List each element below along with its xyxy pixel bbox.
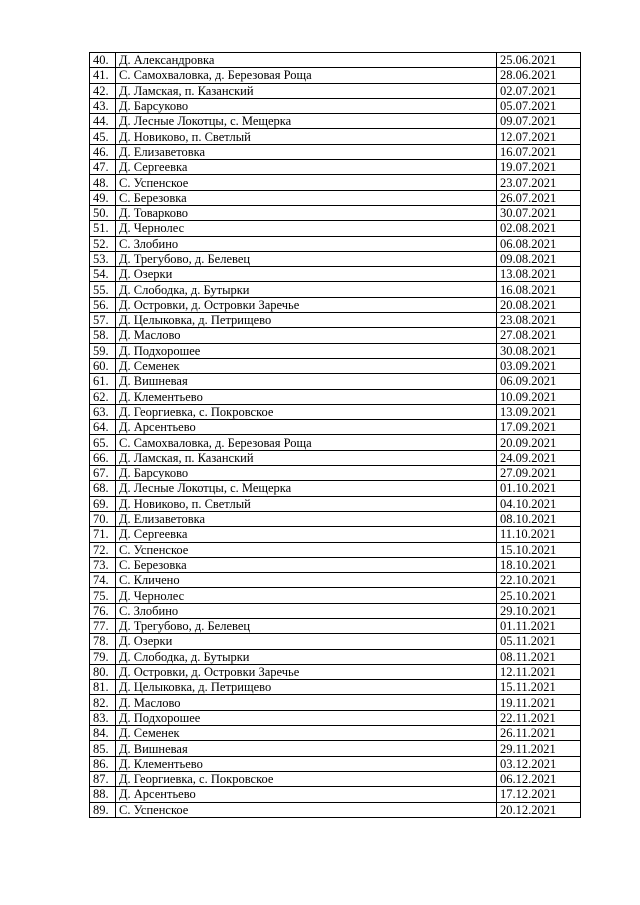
settlement-name: Д. Барсуково [116, 466, 497, 481]
row-number: 44. [90, 114, 116, 129]
table-row [90, 160, 581, 175]
table-row [90, 573, 581, 588]
settlement-name: Д. Слободка, д. Бутырки [116, 282, 497, 297]
visit-date: 13.09.2021 [497, 404, 581, 419]
row-number: 86. [90, 756, 116, 771]
row-number: 67. [90, 466, 116, 481]
table-row [90, 236, 581, 251]
table-row [90, 221, 581, 236]
row-number: 59. [90, 343, 116, 358]
visit-date: 13.08.2021 [497, 267, 581, 282]
settlement-name: Д. Елизаветовка [116, 144, 497, 159]
visit-date: 04.10.2021 [497, 496, 581, 511]
table-row [90, 771, 581, 786]
table-row [90, 404, 581, 419]
table-row [90, 634, 581, 649]
settlement-name: Д. Островки, д. Островки Заречье [116, 664, 497, 679]
table-row [90, 741, 581, 756]
settlement-name: Д. Семенек [116, 726, 497, 741]
visit-date: 03.12.2021 [497, 756, 581, 771]
row-number: 50. [90, 205, 116, 220]
settlement-name: С. Кличено [116, 573, 497, 588]
table-row [90, 389, 581, 404]
settlement-name: Д. Вишневая [116, 374, 497, 389]
visit-date: 17.12.2021 [497, 787, 581, 802]
row-number: 57. [90, 313, 116, 328]
row-number: 88. [90, 787, 116, 802]
visit-date: 12.07.2021 [497, 129, 581, 144]
table-row [90, 175, 581, 190]
visit-date: 25.10.2021 [497, 588, 581, 603]
table-row [90, 83, 581, 98]
visit-date: 12.11.2021 [497, 664, 581, 679]
row-number: 43. [90, 98, 116, 113]
settlement-name: С. Успенское [116, 542, 497, 557]
row-number: 87. [90, 771, 116, 786]
table-row [90, 680, 581, 695]
table-row [90, 205, 581, 220]
schedule-table [89, 52, 581, 818]
table-row [90, 129, 581, 144]
table-row [90, 542, 581, 557]
visit-date: 27.09.2021 [497, 466, 581, 481]
settlement-name: Д. Вишневая [116, 741, 497, 756]
settlement-name: Д. Арсентьево [116, 787, 497, 802]
row-number: 72. [90, 542, 116, 557]
row-number: 65. [90, 435, 116, 450]
settlement-name: Д. Лесные Локотцы, с. Мещерка [116, 114, 497, 129]
row-number: 54. [90, 267, 116, 282]
row-number: 53. [90, 251, 116, 266]
settlement-name: С. Самохваловка, д. Березовая Роща [116, 68, 497, 83]
visit-date: 22.10.2021 [497, 573, 581, 588]
settlement-name: С. Злобино [116, 236, 497, 251]
row-number: 62. [90, 389, 116, 404]
table-row [90, 664, 581, 679]
settlement-name: С. Успенское [116, 802, 497, 817]
settlement-name: Д. Слободка, д. Бутырки [116, 649, 497, 664]
visit-date: 17.09.2021 [497, 420, 581, 435]
visit-date: 05.07.2021 [497, 98, 581, 113]
settlement-name: Д. Товарково [116, 205, 497, 220]
row-number: 71. [90, 527, 116, 542]
visit-date: 06.08.2021 [497, 236, 581, 251]
table-row [90, 466, 581, 481]
visit-date: 23.08.2021 [497, 313, 581, 328]
visit-date: 20.08.2021 [497, 297, 581, 312]
visit-date: 10.09.2021 [497, 389, 581, 404]
visit-date: 11.10.2021 [497, 527, 581, 542]
settlement-name: Д. Новиково, п. Светлый [116, 129, 497, 144]
row-number: 55. [90, 282, 116, 297]
table-row [90, 374, 581, 389]
row-number: 69. [90, 496, 116, 511]
settlement-name: Д. Георгиевка, с. Покровское [116, 404, 497, 419]
row-number: 46. [90, 144, 116, 159]
table-row [90, 267, 581, 282]
table-row [90, 144, 581, 159]
table-row [90, 114, 581, 129]
settlement-name: С. Успенское [116, 175, 497, 190]
table-row [90, 53, 581, 68]
table-row [90, 588, 581, 603]
table-row [90, 527, 581, 542]
settlement-name: Д. Островки, д. Островки Заречье [116, 297, 497, 312]
settlement-name: Д. Клементьево [116, 389, 497, 404]
table-row [90, 695, 581, 710]
row-number: 41. [90, 68, 116, 83]
row-number: 51. [90, 221, 116, 236]
settlement-name: Д. Маслово [116, 328, 497, 343]
row-number: 47. [90, 160, 116, 175]
settlement-name: Д. Сергеевка [116, 527, 497, 542]
settlement-name: Д. Новиково, п. Светлый [116, 496, 497, 511]
row-number: 89. [90, 802, 116, 817]
row-number: 40. [90, 53, 116, 68]
visit-date: 29.10.2021 [497, 603, 581, 618]
row-number: 77. [90, 618, 116, 633]
row-number: 60. [90, 358, 116, 373]
visit-date: 08.10.2021 [497, 511, 581, 526]
settlement-name: С. Березовка [116, 190, 497, 205]
visit-date: 02.08.2021 [497, 221, 581, 236]
visit-date: 30.08.2021 [497, 343, 581, 358]
settlement-name: Д. Чернолес [116, 221, 497, 236]
visit-date: 26.07.2021 [497, 190, 581, 205]
row-number: 52. [90, 236, 116, 251]
settlement-name: Д. Александровка [116, 53, 497, 68]
table-row [90, 726, 581, 741]
settlement-name: Д. Озерки [116, 267, 497, 282]
row-number: 83. [90, 710, 116, 725]
table-row [90, 343, 581, 358]
row-number: 42. [90, 83, 116, 98]
row-number: 63. [90, 404, 116, 419]
visit-date: 09.07.2021 [497, 114, 581, 129]
settlement-name: Д. Барсуково [116, 98, 497, 113]
settlement-name: Д. Трегубово, д. Белевец [116, 251, 497, 266]
row-number: 84. [90, 726, 116, 741]
settlement-name: Д. Арсентьево [116, 420, 497, 435]
settlement-name: Д. Подхорошее [116, 710, 497, 725]
settlement-name: Д. Ламская, п. Казанский [116, 83, 497, 98]
visit-date: 01.11.2021 [497, 618, 581, 633]
row-number: 56. [90, 297, 116, 312]
row-number: 61. [90, 374, 116, 389]
row-number: 66. [90, 450, 116, 465]
table-row [90, 496, 581, 511]
schedule-table-body [90, 53, 581, 818]
table-row [90, 756, 581, 771]
row-number: 80. [90, 664, 116, 679]
row-number: 85. [90, 741, 116, 756]
table-row [90, 420, 581, 435]
row-number: 48. [90, 175, 116, 190]
row-number: 73. [90, 557, 116, 572]
visit-date: 22.11.2021 [497, 710, 581, 725]
visit-date: 23.07.2021 [497, 175, 581, 190]
settlement-name: Д. Лесные Локотцы, с. Мещерка [116, 481, 497, 496]
settlement-name: С. Злобино [116, 603, 497, 618]
settlement-name: Д. Целыковка, д. Петрищево [116, 313, 497, 328]
settlement-name: Д. Семенек [116, 358, 497, 373]
row-number: 78. [90, 634, 116, 649]
visit-date: 24.09.2021 [497, 450, 581, 465]
settlement-name: Д. Сергеевка [116, 160, 497, 175]
row-number: 79. [90, 649, 116, 664]
visit-date: 15.11.2021 [497, 680, 581, 695]
settlement-name: Д. Целыковка, д. Петрищево [116, 680, 497, 695]
table-row [90, 435, 581, 450]
table-row [90, 557, 581, 572]
row-number: 64. [90, 420, 116, 435]
table-row [90, 511, 581, 526]
row-number: 75. [90, 588, 116, 603]
table-row [90, 710, 581, 725]
visit-date: 16.07.2021 [497, 144, 581, 159]
visit-date: 28.06.2021 [497, 68, 581, 83]
row-number: 68. [90, 481, 116, 496]
visit-date: 02.07.2021 [497, 83, 581, 98]
settlement-name: Д. Подхорошее [116, 343, 497, 358]
table-row [90, 190, 581, 205]
table-row [90, 481, 581, 496]
row-number: 70. [90, 511, 116, 526]
table-row [90, 98, 581, 113]
table-row [90, 649, 581, 664]
settlement-name: Д. Маслово [116, 695, 497, 710]
table-row [90, 603, 581, 618]
visit-date: 05.11.2021 [497, 634, 581, 649]
table-row [90, 313, 581, 328]
settlement-name: Д. Георгиевка, с. Покровское [116, 771, 497, 786]
table-row [90, 328, 581, 343]
row-number: 58. [90, 328, 116, 343]
visit-date: 18.10.2021 [497, 557, 581, 572]
settlement-name: С. Самохваловка, д. Березовая Роща [116, 435, 497, 450]
visit-date: 19.11.2021 [497, 695, 581, 710]
table-row [90, 358, 581, 373]
visit-date: 16.08.2021 [497, 282, 581, 297]
settlement-name: Д. Трегубово, д. Белевец [116, 618, 497, 633]
visit-date: 15.10.2021 [497, 542, 581, 557]
visit-date: 27.08.2021 [497, 328, 581, 343]
visit-date: 08.11.2021 [497, 649, 581, 664]
visit-date: 20.12.2021 [497, 802, 581, 817]
settlement-name: С. Березовка [116, 557, 497, 572]
visit-date: 30.07.2021 [497, 205, 581, 220]
visit-date: 06.09.2021 [497, 374, 581, 389]
settlement-name: Д. Елизаветовка [116, 511, 497, 526]
visit-date: 26.11.2021 [497, 726, 581, 741]
table-row [90, 68, 581, 83]
settlement-name: Д. Ламская, п. Казанский [116, 450, 497, 465]
settlement-name: Д. Клементьево [116, 756, 497, 771]
row-number: 74. [90, 573, 116, 588]
settlement-name: Д. Озерки [116, 634, 497, 649]
row-number: 82. [90, 695, 116, 710]
row-number: 81. [90, 680, 116, 695]
settlement-name: Д. Чернолес [116, 588, 497, 603]
visit-date: 25.06.2021 [497, 53, 581, 68]
visit-date: 29.11.2021 [497, 741, 581, 756]
visit-date: 01.10.2021 [497, 481, 581, 496]
visit-date: 09.08.2021 [497, 251, 581, 266]
table-row [90, 802, 581, 817]
table-row [90, 787, 581, 802]
visit-date: 20.09.2021 [497, 435, 581, 450]
visit-date: 03.09.2021 [497, 358, 581, 373]
table-row [90, 618, 581, 633]
row-number: 45. [90, 129, 116, 144]
table-row [90, 282, 581, 297]
visit-date: 06.12.2021 [497, 771, 581, 786]
row-number: 76. [90, 603, 116, 618]
visit-date: 19.07.2021 [497, 160, 581, 175]
table-row [90, 297, 581, 312]
table-row [90, 450, 581, 465]
table-row [90, 251, 581, 266]
row-number: 49. [90, 190, 116, 205]
